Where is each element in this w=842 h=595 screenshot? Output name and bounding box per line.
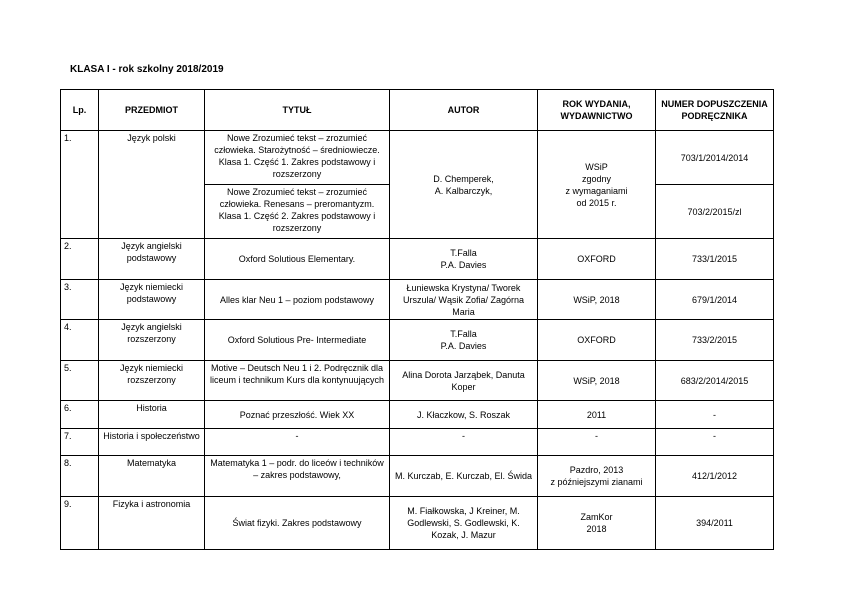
cell-author: M. Kurczab, E. Kurczab, El. Świda (390, 456, 538, 497)
author-line: D. Chemperek, (433, 173, 494, 184)
document-title: KLASA I - rok szkolny 2018/2019 (70, 64, 224, 75)
author-line: P.A. Davies (440, 260, 487, 270)
cell-number: - (656, 429, 774, 456)
publisher-line: WSiP (585, 161, 608, 172)
cell-number: 733/2/2015 (656, 320, 774, 361)
table-row (61, 456, 774, 497)
header-subject: PRZEDMIOT (99, 90, 205, 131)
header-title: TYTUŁ (205, 90, 390, 131)
cell-title: Świat fizyki. Zakres podstawowy (205, 497, 390, 550)
table-row (61, 131, 774, 185)
publisher-line: Pazdro, 2013 (569, 465, 624, 475)
cell-author: Alina Dorota Jarząbek, Danuta Koper (390, 361, 538, 401)
cell-author: - (390, 429, 538, 456)
cell-publisher: WSiP, 2018 (538, 280, 656, 320)
cell-subject: Historia i społeczeństwo (99, 429, 205, 456)
cell-publisher (538, 456, 656, 497)
cell-publisher: OXFORD (538, 239, 656, 280)
cell-number: 683/2/2014/2015 (656, 361, 774, 401)
publisher-line: od 2015 r. (576, 197, 617, 208)
cell-title: Nowe Zrozumieć tekst – zrozumieć człowieka. Starożytność – średniowiecze. Klasa 1. Część 1. Zakres podstawowy i rozszerzony (205, 131, 390, 185)
cell-subject: Język polski (99, 131, 205, 239)
cell-title: Poznać przeszłość. Wiek XX (205, 401, 390, 429)
publisher-line: 2018 (586, 524, 607, 534)
cell-number: - (656, 401, 774, 429)
cell-number: 703/1/2014/2014 (656, 131, 774, 185)
table-row (61, 280, 774, 320)
cell-publisher: OXFORD (538, 320, 656, 361)
cell-title: Oxford Solutious Pre- Intermediate (205, 320, 390, 361)
cell-publisher (538, 497, 656, 550)
cell-publisher: WSiP, 2018 (538, 361, 656, 401)
cell-author: J. Kłaczkow, S. Roszak (390, 401, 538, 429)
cell-lp: 2. (61, 239, 99, 280)
cell-subject: Matematyka (99, 456, 205, 497)
cell-author (390, 131, 538, 239)
cell-title: Alles klar Neu 1 – poziom podstawowy (205, 280, 390, 320)
cell-number: 679/1/2014 (656, 280, 774, 320)
header-author: AUTOR (390, 90, 538, 131)
cell-publisher: 2011 (538, 401, 656, 429)
table-row (61, 401, 774, 429)
table-row (61, 239, 774, 280)
cell-subject: Historia (99, 401, 205, 429)
cell-lp: 9. (61, 497, 99, 550)
cell-publisher (538, 131, 656, 239)
cell-lp: 8. (61, 456, 99, 497)
cell-lp: 4. (61, 320, 99, 361)
cell-author: M. Fiałkowska, J Kreiner, M. Godlewski, S. Godlewski, K. Kozak, J. Mazur (390, 497, 538, 550)
cell-number: 703/2/2015/zl (656, 185, 774, 239)
table-row (61, 429, 774, 456)
textbook-table (60, 89, 774, 550)
cell-title: Oxford Solutious Elementary. (205, 239, 390, 280)
cell-lp: 1. (61, 131, 99, 239)
cell-subject: Język niemiecki podstawowy (99, 280, 205, 320)
publisher-line: zgodny (581, 173, 612, 184)
cell-author (390, 320, 538, 361)
author-line: P.A. Davies (440, 341, 487, 351)
publisher-line: z wymaganiami (565, 185, 628, 196)
author-line: T.Falla (450, 329, 477, 339)
cell-number: 733/1/2015 (656, 239, 774, 280)
header-row (61, 90, 774, 131)
cell-title: Nowe Zrozumieć tekst – zrozumieć człowieka. Renesans – preromantyzm. Klasa 1. Część 2. Zakres podstawowy i rozszerzony (205, 185, 390, 239)
cell-subject: Język angielski rozszerzony (99, 320, 205, 361)
header-lp: Lp. (61, 90, 99, 131)
cell-title: Matematyka 1 – podr. do liceów i techników – zakres podstawowy, (205, 456, 390, 497)
publisher-line: z późniejszymi zianami (550, 477, 643, 487)
cell-title: Motive – Deutsch Neu 1 i 2. Podręcznik dla liceum i technikum Kurs dla kontynuujących (205, 361, 390, 401)
cell-number: 412/1/2012 (656, 456, 774, 497)
cell-lp: 3. (61, 280, 99, 320)
header-year-publisher: ROK WYDANIA, WYDAWNICTWO (538, 90, 656, 131)
cell-number: 394/2011 (656, 497, 774, 550)
cell-subject: Fizyka i astronomia (99, 497, 205, 550)
publisher-line: ZamKor (580, 512, 613, 522)
author-line: T.Falla (450, 248, 477, 258)
cell-publisher: - (538, 429, 656, 456)
table-row (61, 497, 774, 550)
cell-title: - (205, 429, 390, 456)
author-line: A. Kalbarczyk, (434, 185, 493, 196)
cell-subject: Język angielski podstawowy (99, 239, 205, 280)
table-row (61, 320, 774, 361)
cell-lp: 7. (61, 429, 99, 456)
cell-lp: 6. (61, 401, 99, 429)
cell-subject: Język niemiecki rozszerzony (99, 361, 205, 401)
cell-author (390, 239, 538, 280)
header-approval-number: NUMER DOPUSZCZENIA PODRĘCZNIKA (656, 90, 774, 131)
cell-lp: 5. (61, 361, 99, 401)
cell-author: Łuniewska Krystyna/ Tworek Urszula/ Wąsik Zofia/ Zagórna Maria (390, 280, 538, 320)
table-row (61, 361, 774, 401)
